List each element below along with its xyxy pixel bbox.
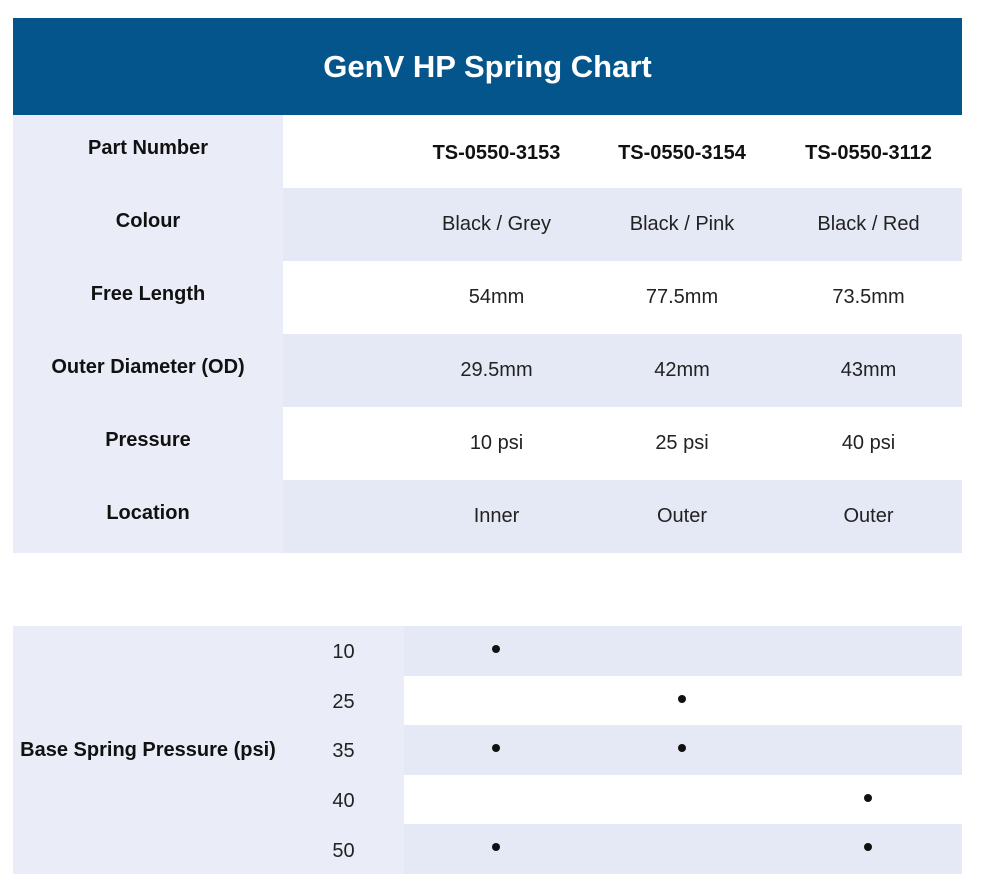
chart-title: GenV HP Spring Chart (13, 18, 962, 115)
table-cell: Outer (589, 480, 775, 553)
row-label: Outer Diameter (OD) (13, 334, 283, 407)
pressure-row (283, 676, 962, 726)
table-row-free-length (13, 261, 962, 334)
row-label: Free Length (13, 261, 283, 334)
part-number-cell: TS-0550-3153 (404, 115, 589, 190)
table-cell: Black / Pink (589, 188, 775, 261)
pressure-row (283, 725, 962, 775)
table-cell: 29.5mm (404, 334, 589, 407)
pressure-value: 10 (332, 641, 355, 664)
row-label: Colour (13, 188, 283, 261)
table-row-pressure (13, 407, 962, 480)
table-cell: 42mm (589, 334, 775, 407)
part-number-cell: TS-0550-3154 (589, 115, 775, 190)
part-number-cell: TS-0550-3112 (775, 115, 962, 190)
row-label: Pressure (13, 407, 283, 480)
row-label: Location (13, 480, 283, 553)
pressure-value: 25 (332, 690, 355, 713)
table-cell: Black / Grey (404, 188, 589, 261)
pressure-row (283, 775, 962, 825)
pressure-row (283, 626, 962, 676)
compatibility-dot (492, 645, 500, 653)
table-row-colour (13, 188, 962, 261)
table-cell: Inner (404, 480, 589, 553)
pressure-value: 40 (332, 790, 355, 813)
table-cell: Black / Red (775, 188, 962, 261)
table-cell: 25 psi (589, 407, 775, 480)
table-cell: 40 psi (775, 407, 962, 480)
table-cell: 54mm (404, 261, 589, 334)
table-row-part-number (13, 115, 962, 188)
table-cell: 43mm (775, 334, 962, 407)
table-row-outer-diameter (13, 334, 962, 407)
pressure-value: 35 (332, 740, 355, 763)
compatibility-dot (678, 695, 686, 703)
base-spring-pressure-table (13, 626, 962, 874)
pressure-value: 50 (332, 839, 355, 862)
table-cell: 10 psi (404, 407, 589, 480)
table-row-location (13, 480, 962, 553)
table-cell: 77.5mm (589, 261, 775, 334)
base-spring-pressure-label: Base Spring Pressure (psi) (13, 626, 283, 874)
table-cell: Outer (775, 480, 962, 553)
spec-table (13, 115, 962, 553)
pressure-row (283, 824, 962, 874)
compatibility-dot (864, 794, 872, 802)
table-cell: 73.5mm (775, 261, 962, 334)
row-label: Part Number (13, 115, 283, 188)
